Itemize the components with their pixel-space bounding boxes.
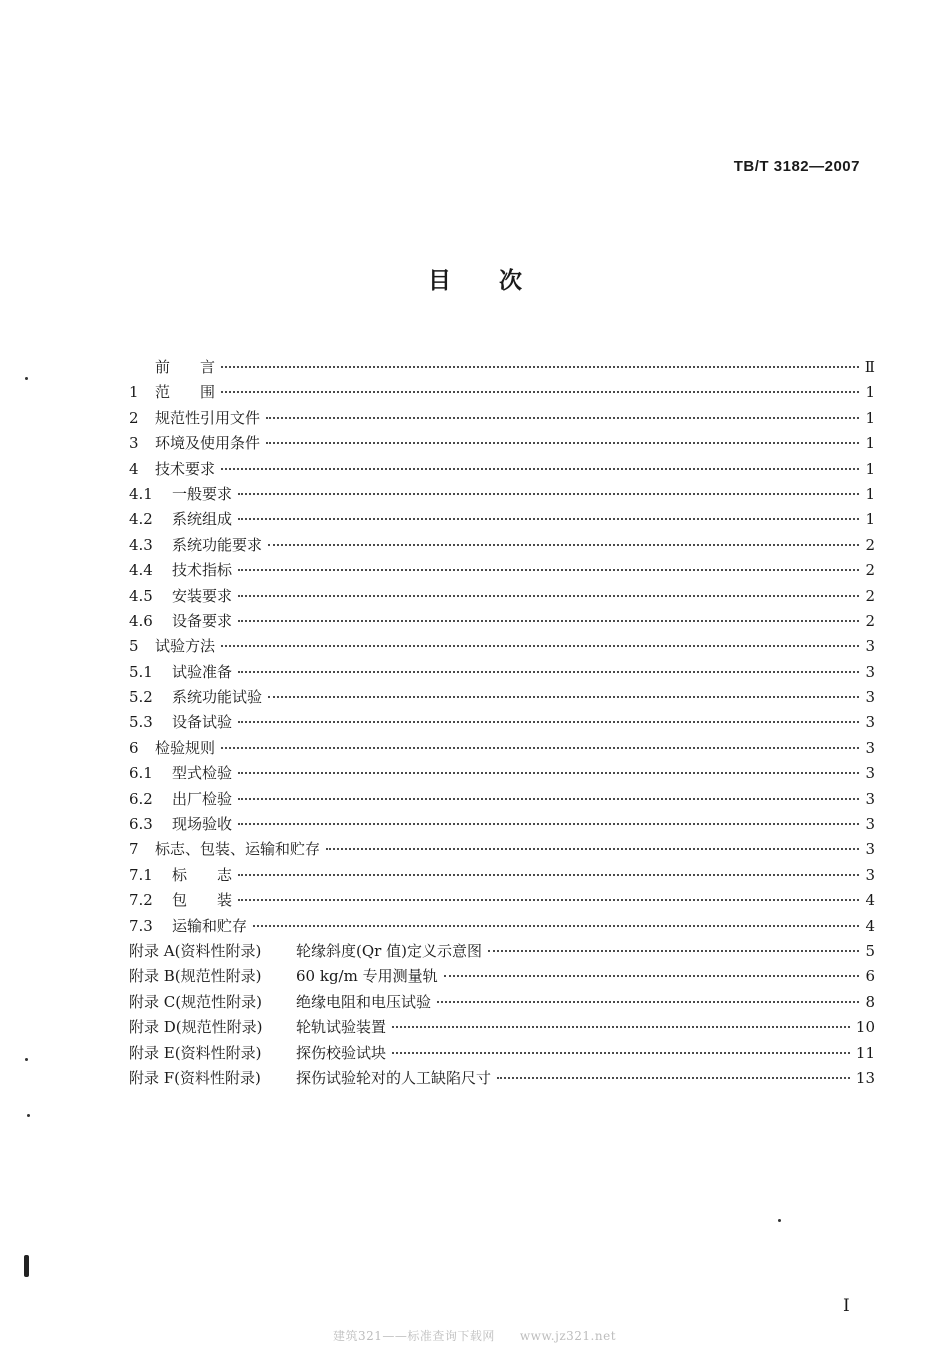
toc-label: 系统功能要求 [172,535,263,554]
toc-label: 出厂检验 [172,789,233,808]
toc-page-number: 3 [865,662,875,681]
toc-page-number: 8 [865,992,875,1011]
dot-leader [238,721,859,723]
toc-number: 5.3 [129,713,153,732]
toc-page-number: 2 [865,535,875,554]
toc-row[interactable] [129,661,875,686]
toc-number: 6.3 [129,815,153,834]
toc-row[interactable] [129,432,875,457]
toc-label: 试验方法 [155,637,216,656]
toc-row[interactable] [129,483,875,508]
toc-row[interactable] [129,407,875,432]
toc-number: 5 [129,637,139,656]
toc-row[interactable] [129,610,875,635]
toc-row[interactable] [129,356,875,381]
toc-label: 标志、包装、运输和贮存 [155,840,321,859]
toc-annex-row[interactable] [129,1042,875,1067]
toc-number: 4 [129,459,139,478]
toc-row[interactable] [129,788,875,813]
toc-annex-label: 附录 C(规范性附录) [129,992,262,1011]
toc-number: 7.1 [129,865,153,884]
dot-leader [326,848,859,850]
toc-page-number: 3 [865,865,875,884]
dot-leader [268,544,859,546]
toc-label: 标 志 [172,865,233,884]
toc-row[interactable] [129,889,875,914]
toc-page-number: 10 [855,1018,875,1037]
toc-row[interactable] [129,559,875,584]
toc-row[interactable] [129,915,875,940]
dot-leader [392,1026,850,1028]
scan-speck [778,1219,781,1222]
toc-label: 范 围 [155,383,216,402]
toc-page-number: 3 [865,764,875,783]
toc-number: 7.3 [129,916,153,935]
toc-page-number: 11 [855,1043,875,1062]
toc-label: 环境及使用条件 [155,434,261,453]
toc-annex-label: 附录 F(资料性附录) [129,1068,261,1087]
toc-label: 探伤试验轮对的人工缺陷尺寸 [296,1068,492,1087]
toc-number: 6.2 [129,789,153,808]
toc-annex-label: 附录 D(规范性附录) [129,1018,263,1037]
dot-leader [444,975,859,977]
toc-number: 4.2 [129,510,153,529]
dot-leader [488,950,859,952]
toc-label: 安装要求 [172,586,233,605]
toc-page-number: 6 [865,967,875,986]
scan-speck [27,1114,30,1117]
toc-number: 6.1 [129,764,153,783]
toc-page-number: 3 [865,840,875,859]
scan-speck [25,377,28,380]
toc-annex-row[interactable] [129,940,875,965]
toc-row[interactable] [129,508,875,533]
dot-leader [238,620,859,622]
toc-label: 轮缘斜度(Qr 值)定义示意图 [296,941,482,960]
toc-number: 5.1 [129,662,153,681]
toc-row[interactable] [129,737,875,762]
scan-speck [25,1058,28,1061]
dot-leader [238,518,859,520]
dot-leader [221,645,859,647]
toc-label: 现场验收 [172,815,233,834]
toc-page-number: 3 [865,688,875,707]
toc-number: 7 [129,840,139,859]
dot-leader [238,569,859,571]
dot-leader [221,391,859,393]
toc-number: 3 [129,434,139,453]
toc-page-number: 1 [865,484,875,503]
toc-page-number: 1 [865,459,875,478]
toc-label: 系统组成 [172,510,233,529]
toc-label: 60 kg/m 专用测量轨 [296,967,438,986]
toc-label: 一般要求 [172,484,233,503]
toc-page-number: 3 [865,815,875,834]
toc-page-number: 3 [865,637,875,656]
dot-leader [266,442,859,444]
toc-row[interactable] [129,458,875,483]
toc-row[interactable] [129,813,875,838]
toc-page-number: 3 [865,789,875,808]
dot-leader [437,1001,859,1003]
toc-page-number: 1 [865,434,875,453]
toc-label: 绝缘电阻和电压试验 [296,992,432,1011]
dot-leader [238,772,859,774]
toc-number: 4.5 [129,586,153,605]
toc-label: 型式检验 [172,764,233,783]
toc-label: 技术指标 [172,561,233,580]
toc-annex-row[interactable] [129,1016,875,1041]
toc-number: 2 [129,408,139,427]
page-number: I [843,1296,850,1316]
dot-leader [238,823,859,825]
toc-annex-label: 附录 A(资料性附录) [129,941,262,960]
toc-row[interactable] [129,838,875,863]
scan-mark [24,1255,29,1277]
toc-number: 1 [129,383,139,402]
dot-leader [238,595,859,597]
toc-number: 4.6 [129,611,153,630]
toc-page-number: 13 [855,1068,875,1087]
toc-page-number: 4 [865,916,875,935]
toc-page-number: 5 [865,941,875,960]
toc-row[interactable] [129,711,875,736]
dot-leader [221,468,859,470]
table-of-contents [129,356,875,1092]
dot-leader [221,366,859,368]
toc-page-number: 1 [865,408,875,427]
toc-label: 前 言 [155,358,216,376]
toc-number: 7.2 [129,891,153,910]
toc-row[interactable] [129,635,875,660]
toc-row[interactable] [129,762,875,787]
toc-label: 设备试验 [172,713,233,732]
dot-leader [497,1077,850,1079]
toc-row[interactable] [129,686,875,711]
toc-page-number: 2 [865,561,875,580]
dot-leader [266,417,859,419]
toc-label: 规范性引用文件 [155,408,261,427]
dot-leader [238,493,859,495]
toc-label: 包 装 [172,891,233,910]
toc-page-number: 3 [865,738,875,757]
toc-number: 6 [129,738,139,757]
toc-page-number: 1 [865,510,875,529]
toc-label: 系统功能试验 [172,688,263,707]
dot-leader [253,925,859,927]
toc-annex-row[interactable] [129,965,875,990]
dot-leader [238,874,859,876]
toc-row[interactable] [129,585,875,610]
toc-number: 5.2 [129,688,153,707]
toc-row[interactable] [129,381,875,406]
dot-leader [392,1052,850,1054]
toc-page-number: 3 [865,713,875,732]
toc-page-number: 2 [865,611,875,630]
toc-number: 4.1 [129,484,153,503]
dot-leader [238,899,859,901]
toc-row[interactable] [129,864,875,889]
toc-label: 试验准备 [172,662,233,681]
toc-annex-label: 附录 B(规范性附录) [129,967,262,986]
standard-code: TB/T 3182—2007 [733,158,860,175]
toc-label: 设备要求 [172,611,233,630]
toc-label: 运输和贮存 [172,916,248,935]
toc-annex-row[interactable] [129,991,875,1016]
toc-page-number: Ⅱ [864,358,875,376]
watermark: 建筑321——标准查询下载网 www.jz321.net [333,1329,617,1343]
page-title: 目次 [428,267,570,294]
toc-number: 4.4 [129,561,153,580]
toc-annex-label: 附录 E(资料性附录) [129,1043,262,1062]
toc-page-number: 1 [865,383,875,402]
toc-label: 轮轨试验装置 [296,1018,387,1037]
dot-leader [238,798,859,800]
toc-row[interactable] [129,534,875,559]
toc-annex-row[interactable] [129,1067,875,1092]
dot-leader [238,671,859,673]
dot-leader [268,696,859,698]
toc-number: 4.3 [129,535,153,554]
toc-page-number: 2 [865,586,875,605]
dot-leader [221,747,859,749]
toc-label: 探伤校验试块 [296,1043,387,1062]
toc-page-number: 4 [865,891,875,910]
toc-label: 技术要求 [155,459,216,478]
toc-label: 检验规则 [155,738,216,757]
